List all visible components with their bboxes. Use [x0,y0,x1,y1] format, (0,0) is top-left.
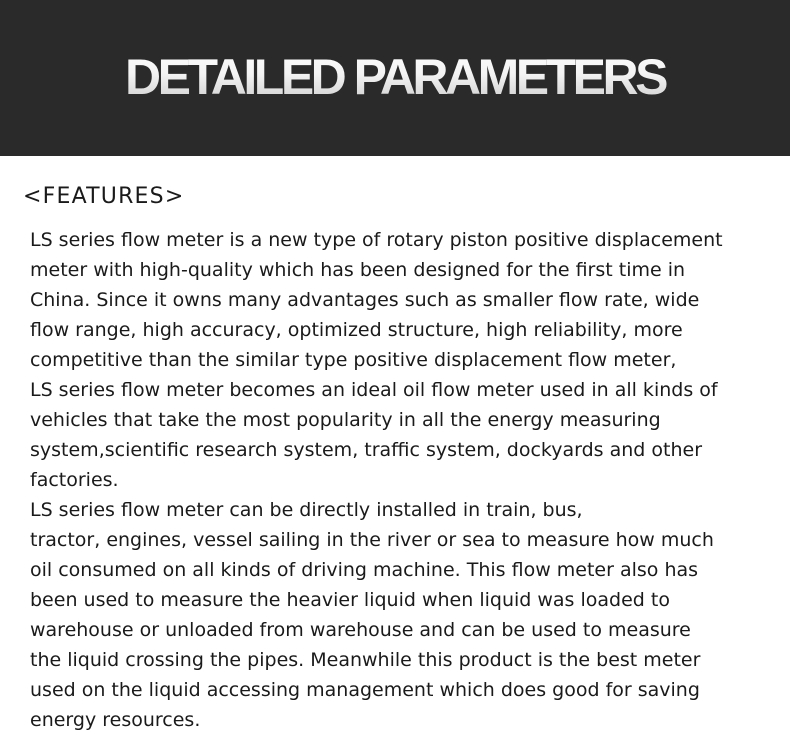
description-line: competitive than the similar type positive displacement flow meter, [30,349,677,371]
description-line: LS series flow meter can be directly installed in train, bus, [30,499,583,521]
description-line: the liquid crossing the pipes. Meanwhile this product is the best meter [30,649,701,671]
description-line: tractor, engines, vessel sailing in the river or sea to measure how much [30,529,714,551]
description-line: been used to measure the heavier liquid when liquid was loaded to [30,589,670,611]
description-line: oil consumed on all kinds of driving machine. This flow meter also has [30,559,699,581]
description-line: LS series flow meter is a new type of rotary piston positive displacement [30,229,723,251]
header-banner [0,0,790,156]
description-line: factories. [30,469,119,491]
page-title: DETAILED PARAMETERS [0,46,790,108]
description-line: flow range, high accuracy, optimized structure, high reliability, more [30,319,683,341]
features-description [30,225,780,735]
description-line: LS series flow meter becomes an ideal oil flow meter used in all kinds of [30,379,718,401]
description-line: system,scientific research system, traffic system, dockyards and other [30,439,703,461]
description-line: used on the liquid accessing management which does good for saving [30,679,700,701]
description-line: energy resources. [30,709,201,731]
description-line: vehicles that take the most popularity in all the energy measuring [30,409,661,431]
description-line: China. Since it owns many advantages such as smaller flow rate, wide [30,289,700,311]
description-line: warehouse or unloaded from warehouse and can be used to measure [30,619,691,641]
description-line: meter with high-quality which has been designed for the first time in [30,259,686,281]
features-heading: <FEATURES> [23,184,185,209]
